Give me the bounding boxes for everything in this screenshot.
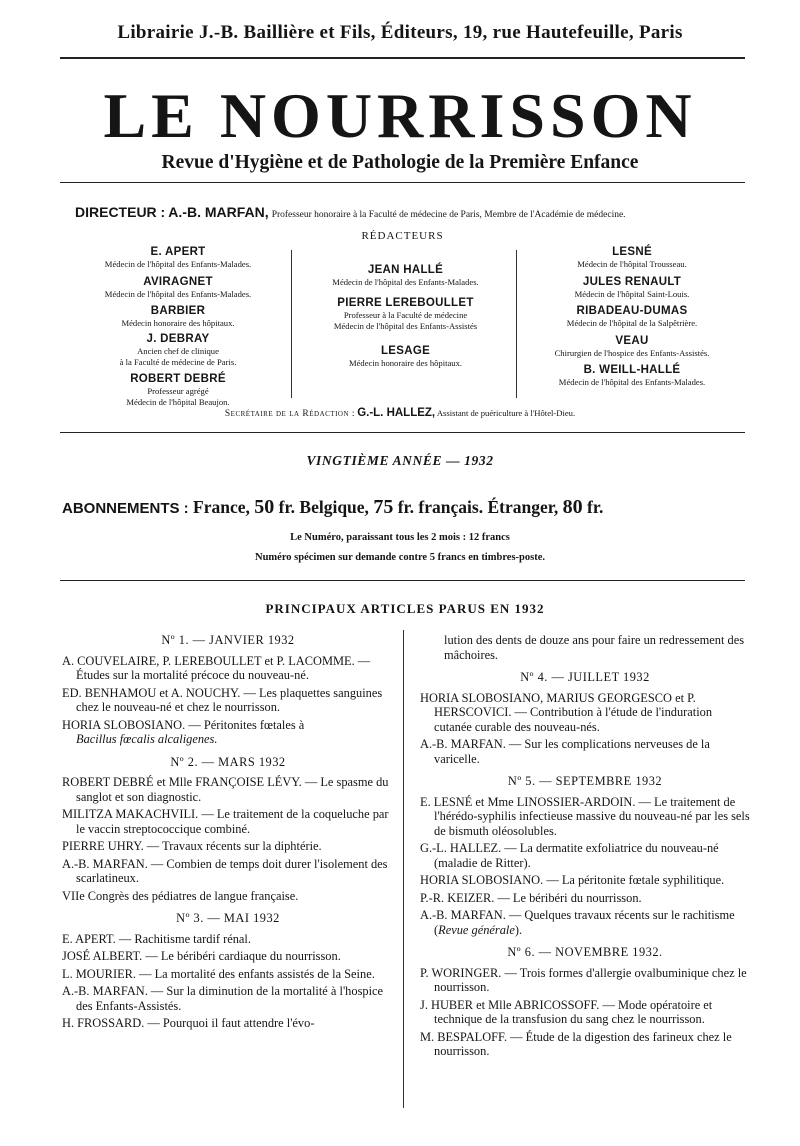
editor-description: Chirurgien de l'hospice des Enfants-Assistés.: [554, 348, 710, 358]
director-description: Professeur honoraire à la Faculté de médecine de Paris, Membre de l'Académie de médecine.: [271, 210, 626, 220]
subtitle-rule: [60, 182, 745, 183]
editor-description: Ancien chef de clinique: [137, 346, 219, 356]
editor-entry: [78, 305, 278, 329]
article-entry: JOSÉ ALBERT. — Le béribéri cardiaque du nourrisson.: [62, 949, 341, 963]
article-entry: VIIe Congrès des pédiatres de langue française.: [62, 888, 299, 903]
editor-name: JEAN HALLÉ: [367, 264, 444, 276]
editor-entry: [78, 373, 278, 408]
editor-name: LESAGE: [380, 345, 431, 357]
editor-name: J. DEBRAY: [146, 333, 210, 345]
columns-divider: [403, 630, 404, 1108]
france-label: France,: [193, 497, 250, 517]
editor-name: B. WEILL-HALLÉ: [583, 364, 681, 376]
editor-description: Médecin de l'hôpital des Enfants-Malades.: [332, 277, 479, 287]
director-name: A.-B. MARFAN,: [168, 204, 269, 220]
article-entry: A.-B. MARFAN. — Sur les complications nerveuses de la varicelle.: [420, 737, 710, 766]
issue-heading: Nº 5. — SEPTEMBRE 1932: [507, 774, 663, 788]
director-label: DIRECTEUR :: [75, 204, 166, 220]
editor-description: Médecin de l'hôpital des Enfants-Assistés: [333, 321, 478, 331]
secretary-rule: [60, 432, 745, 433]
article-entry: HORIA SLOBOSIANO, MARIUS GEORGESCO et P. HERSCOVICI. — Contribution à l'étude de l'induration cutanée curable des nouveau-nés.: [420, 690, 713, 734]
editor-name: JULES RENAULT: [582, 276, 682, 288]
article-entry: HORIA SLOBOSIANO. — Péritonites fœtales à: [62, 717, 305, 732]
editor-description: Médecin honoraire des hôpitaux.: [348, 358, 463, 368]
issue-heading: Nº 6. — NOVEMBRE 1932.: [507, 945, 663, 959]
editor-name: BARBIER: [150, 305, 206, 317]
editor-description: Médecin de l'hôpital des Enfants-Malades.: [104, 289, 252, 299]
editor-description: Médecin de l'hôpital des Enfants-Malades.: [558, 377, 706, 387]
article-entry: A.-B. MARFAN. — Sur la diminution de la mortalité à l'hospice des Enfants-Assistés.: [62, 984, 384, 1013]
subscriptions-line: [62, 496, 762, 519]
journal-subtitle: Revue d'Hygiène et de Pathologie de la Première Enfance: [161, 152, 639, 173]
etranger-label: Étranger,: [487, 497, 559, 517]
articles-right-column: [420, 633, 750, 1062]
editor-name: PIERRE LEREBOULLET: [337, 297, 474, 309]
article-entry-continuation: lution des dents de douze ans pour faire un redressement des mâchoires.: [444, 633, 745, 662]
issue-price-line: Le Numéro, paraissant tous les 2 mois : 12 francs: [290, 532, 510, 543]
article-entry: [420, 908, 750, 937]
issue-heading: Nº 1. — JANVIER 1932: [161, 633, 295, 647]
editor-name: RIBADEAU-DUMAS: [576, 305, 688, 317]
editor-name: VEAU: [615, 335, 649, 347]
secretary-description: Assistant de puériculture à l'Hôtel-Dieu.: [436, 408, 576, 418]
journal-title: LE NOURRISSON: [103, 80, 697, 151]
header-rule: [60, 57, 745, 59]
etranger-price: 80: [562, 496, 583, 518]
article-entry: G.-L. HALLEZ. — La dermatite exfoliatrice du nouveau-né (maladie de Ritter).: [420, 841, 719, 870]
editors-left-column: [78, 246, 278, 408]
france-unit: fr.: [278, 497, 296, 517]
article-entry: H. FROSSARD. — Pourquoi il faut attendre l'évo-: [62, 1016, 315, 1030]
editor-name: ROBERT DEBRÉ: [130, 373, 226, 385]
editor-entry: [78, 276, 278, 300]
article-entry: HORIA SLOBOSIANO. — La péritonite fœtale syphilitique.: [420, 873, 725, 887]
article-text: ).: [514, 922, 523, 937]
editor-name: AVIRAGNET: [143, 276, 213, 288]
editor-description: Médecin de l'hôpital Trousseau.: [577, 259, 687, 269]
editor-entry: [298, 345, 513, 369]
belgique-price: 75: [373, 496, 394, 518]
etranger-unit: fr.: [587, 497, 604, 517]
issue-heading: Nº 2. — MARS 1932: [170, 754, 286, 769]
editor-description: Médecin de l'hôpital des Enfants-Malades.: [104, 259, 252, 269]
redacteurs-label: RÉDACTEURS: [361, 230, 444, 242]
editors-divider-right: [516, 250, 517, 398]
editor-name: E. APERT: [150, 246, 206, 258]
issue-heading: Nº 4. — JUILLET 1932: [520, 670, 650, 684]
editors-divider-left: [291, 250, 292, 398]
editors-center-column: [298, 264, 513, 369]
editor-entry: [298, 297, 513, 332]
editor-entry: [298, 264, 513, 288]
belgique-label: Belgique,: [299, 497, 369, 517]
article-entry: M. BESPALOFF. — Étude de la digestion des farineux chez le nourrisson.: [420, 1029, 732, 1058]
article-entry: A. COUVELAIRE, P. LEREBOULLET et P. LACOMME. — Études sur la mortalité précoce du nouveau-né.: [62, 653, 371, 682]
articles-left-column: [62, 633, 394, 1034]
editor-entry: [78, 246, 278, 270]
publisher-line: Librairie J.-B. Baillière et Fils, Éditeurs, 19, rue Hautefeuille, Paris: [117, 22, 683, 43]
article-entry: J. HUBER et Mlle ABRICOSSOFF. — Mode opératoire et technique de la transfusion du sang chez le nourrisson.: [420, 997, 713, 1026]
article-entry: ROBERT DEBRÉ et Mlle FRANÇOISE LÉVY. — Le spasme du sanglot et son diagnostic.: [62, 775, 389, 804]
editor-entry: [78, 333, 278, 368]
secretary-name: G.-L. HALLEZ,: [357, 407, 436, 419]
article-entry: MILITZA MAKACHVILI. — Le traitement de la coqueluche par le vaccin streptococcique combiné.: [62, 807, 389, 836]
editor-description: Médecin de l'hôpital Saint-Louis.: [574, 289, 690, 299]
article-entry: ED. BENHAMOU et A. NOUCHY. — Les plaquettes sanguines chez le nouveau-né et chez le nourrisson.: [62, 685, 383, 714]
article-entry: PIERRE UHRY. — Travaux récents sur la diphtérie.: [62, 839, 322, 853]
articles-title: PRINCIPAUX ARTICLES PARUS EN 1932: [265, 601, 545, 616]
article-entry: A.-B. MARFAN. — Combien de temps doit durer l'isolement des scarlatineux.: [62, 856, 388, 885]
editor-description: à la Faculté de médecine de Paris.: [119, 357, 237, 367]
article-entry: L. MOURIER. — La mortalité des enfants assistés de la Seine.: [62, 966, 375, 981]
editor-description: Professeur à la Faculté de médecine: [343, 310, 468, 320]
specimen-line: Numéro spécimen sur demande contre 5 francs en timbres-poste.: [255, 552, 545, 563]
editors-right-column: [522, 246, 742, 388]
secretary-label: Secrétaire de la Rédaction :: [224, 409, 356, 419]
article-entry-continuation: Bacillus fœcalis alcaligenes.: [76, 732, 218, 746]
article-text: A.-B. MARFAN. — Quelques travaux récents sur le rachitisme (: [420, 908, 735, 937]
articles-top-rule: [60, 580, 745, 581]
editor-entry: [522, 335, 742, 359]
editor-name: LESNÉ: [612, 246, 652, 258]
article-entry: P. WORINGER. — Trois formes d'allergie ovalbuminique chez le nourrisson.: [420, 965, 747, 994]
secretary-line: [0, 407, 800, 419]
editor-entry: [522, 246, 742, 270]
article-entry: P.-R. KEIZER. — Le béribéri du nourrisson.: [420, 890, 642, 905]
france-price: 50: [254, 496, 275, 518]
issue-heading: Nº 3. — MAI 1932: [176, 911, 280, 925]
subscriptions-label: ABONNEMENTS :: [62, 500, 189, 517]
editor-description: Médecin honoraire des hôpitaux.: [121, 318, 235, 328]
editor-entry: [522, 276, 742, 300]
director-line: [75, 204, 795, 220]
article-entry: E. APERT. — Rachitisme tardif rénal.: [62, 931, 251, 946]
editor-entry: [522, 364, 742, 388]
year-line: VINGTIÈME ANNÉE — 1932: [306, 453, 494, 468]
article-text-italic: Revue générale: [438, 922, 515, 937]
editor-entry: [522, 305, 742, 329]
editor-description: Médecin de l'hôpital Beaujon.: [126, 397, 230, 407]
editor-description: Professeur agrégé: [147, 386, 209, 396]
editor-description: Médecin de l'hôpital de la Salpêtrière.: [566, 318, 698, 328]
belgique-unit: fr. français.: [397, 497, 484, 517]
article-entry: E. LESNÉ et Mme LINOSSIER-ARDOIN. — Le traitement de l'hérédo-syphilis infectieuse massive du nouveau-né par les sels de bismuth oléosolubles.: [420, 794, 750, 838]
